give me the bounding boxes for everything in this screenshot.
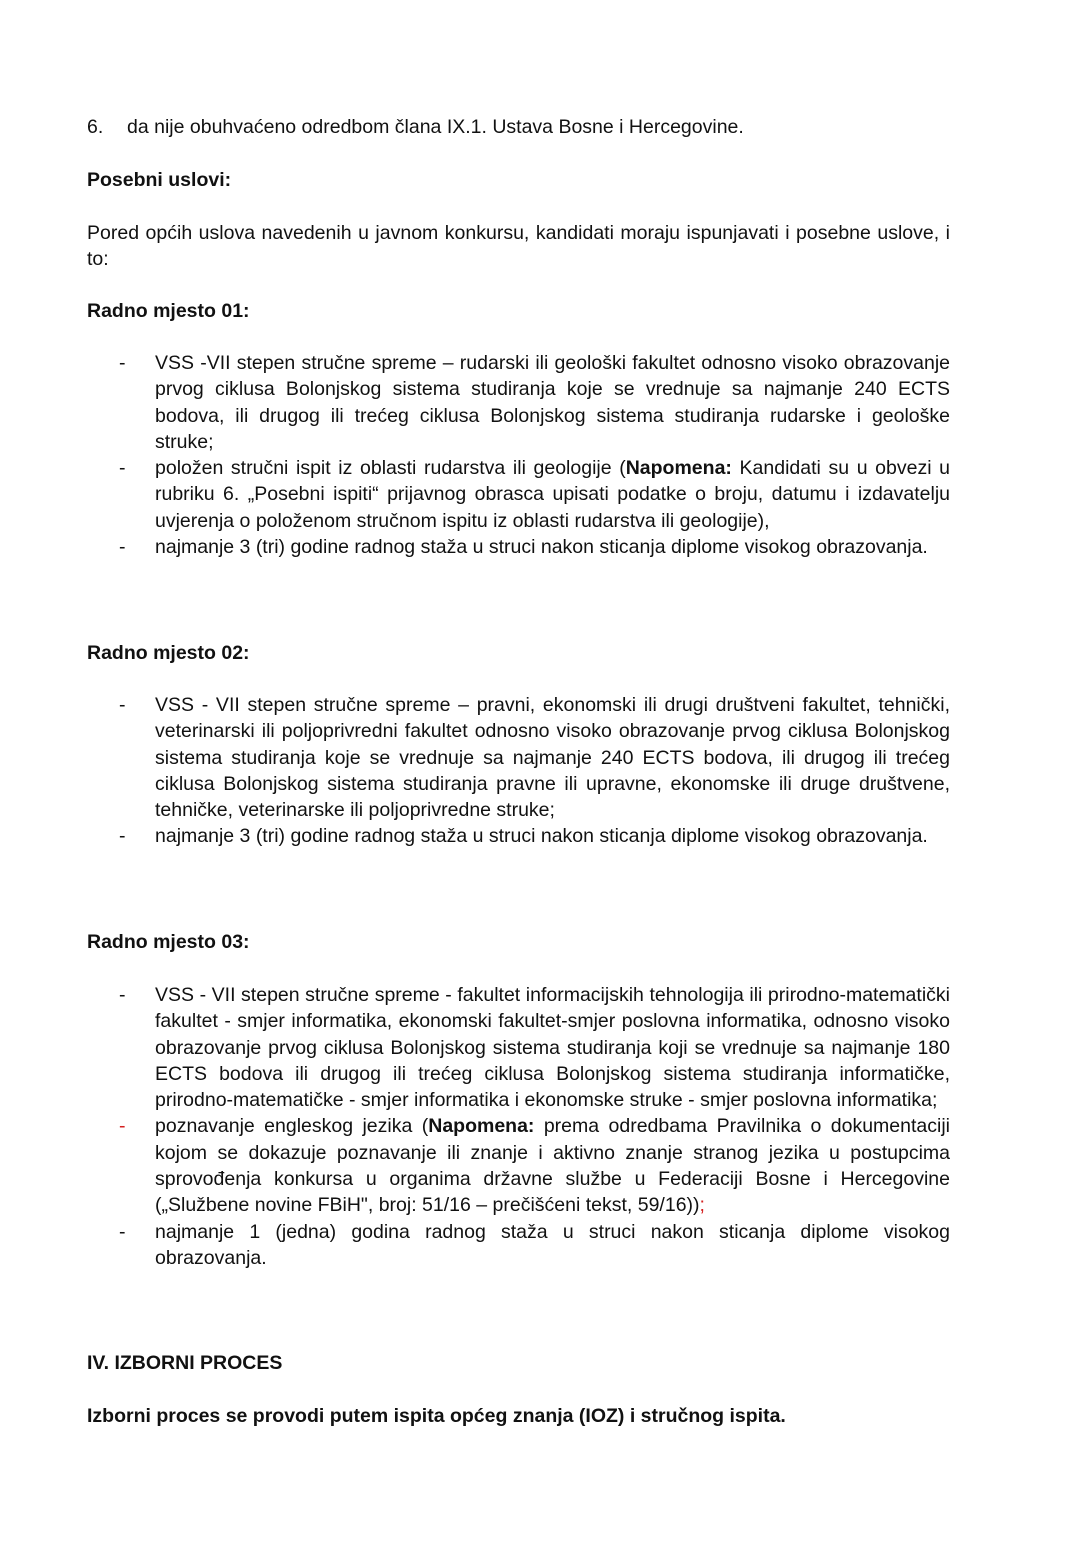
item-number: 6. — [87, 116, 104, 138]
requirement-text — [155, 455, 950, 534]
position-03-heading: Radno mjesto 03: — [87, 931, 250, 953]
text-segment: prema odredbama Pravilnika o dokumentaciji kojom se dokazuje poznavanje ili znanje i aktivno znanje stranog jezika u postupcima sprovođenja konkursa u organima državne službe u Federaciji Bosne i Hercegovine („Službene novine FBiH", broj: 51/16 – prečišćeni tekst, 59/16)) — [155, 1115, 950, 1217]
intro-paragraph: Pored općih uslova navedenih u javnom konkursu, kandidati moraju ispunjavati i posebne uslove, i to: — [87, 222, 950, 270]
bullet-dash: - — [119, 1115, 126, 1138]
section-statement: Izborni proces se provodi putem ispita općeg znanja (IOZ) i stručnog ispita. — [87, 1405, 786, 1427]
note-label: Napomena: — [428, 1115, 535, 1138]
requirement-text: VSS - VII stepen stručne spreme - fakultet informacijskih tehnologija ili prirodno-matematički fakultet - smjer informatika, ekonomski fakultet-smjer poslovna informatika, odnosno visoko obrazovanje prvog ciklusa Bolonjskog sistema studiranja koji se vrednuje sa najmanje 180 ECTS bodova ili drugog ili trećeg ciklusa Bolonjskog sistema studiranja informatičke, prirodno-matematičke - smjer informatika i ekonomske struke - smjer poslovna informatika; — [155, 984, 950, 1112]
requirement-text: najmanje 1 (jedna) godina radnog staža u struci nakon sticanja diplome visokog obrazovanja. — [155, 1220, 950, 1269]
list-item — [87, 350, 950, 455]
text-segment: Kandidati su u obvezi u rubriku 6. „Posebni ispiti“ prijavnog obrasca upisati podatke o broju, datumu i izdavatelju uvjerenja o položenom stručnom ispitu iz oblasti rudarstva ili geologije), — [155, 457, 950, 532]
position-02-requirements — [87, 692, 950, 850]
bullet-dash: - — [119, 984, 126, 1006]
requirement-text: najmanje 3 (tri) godine radnog staža u struci nakon sticanja diplome visokog obrazovanja. — [155, 536, 928, 559]
list-item — [87, 1113, 950, 1218]
item-text: da nije obuhvaćeno odredbom člana IX.1. Ustava Bosne i Hercegovine. — [127, 116, 744, 138]
list-item — [87, 982, 950, 1113]
requirement-text: najmanje 3 (tri) godine radnog staža u struci nakon sticanja diplome visokog obrazovanja. — [155, 825, 928, 848]
note-label: Napomena: — [625, 457, 732, 480]
position-02-heading: Radno mjesto 02: — [87, 642, 250, 664]
bullet-dash: - — [119, 536, 126, 559]
bullet-dash: - — [119, 1220, 126, 1243]
requirement-text — [155, 1113, 950, 1218]
bullet-dash: - — [119, 457, 126, 480]
list-item — [87, 455, 950, 534]
highlighted-semicolon: ; — [699, 1194, 705, 1217]
bullet-dash: - — [119, 352, 126, 374]
bullet-dash: - — [119, 825, 126, 848]
position-01-heading: Radno mjesto 01: — [87, 300, 250, 322]
position-03-requirements — [87, 982, 950, 1271]
bullet-dash: - — [119, 694, 126, 716]
list-item — [87, 692, 950, 823]
list-item — [87, 1219, 950, 1272]
requirement-text: VSS -VII stepen stručne spreme – rudarski ili geološki fakultet odnosno visoko obrazovanje prvog ciklusa Bolonjskog sistema studiranja koje se vrednuje sa najmanje 240 ECTS bodova, ili drugog ili trećeg ciklusa Bolonjskog sistema studiranja rudarske i geološke struke; — [155, 352, 950, 453]
section-heading: IV. IZBORNI PROCES — [87, 1352, 283, 1374]
text-segment: poznavanje engleskog jezika ( — [155, 1115, 429, 1138]
special-conditions-heading: Posebni uslovi: — [87, 169, 232, 191]
list-item — [87, 534, 950, 560]
requirement-text: VSS - VII stepen stručne spreme – pravni, ekonomski ili drugi društveni fakultet, tehnički, veterinarski ili poljoprivredni fakultet odnosno visoko obrazovanje prvog ciklusa Bolonjskog sistema studiranja koje se vrednuje sa najmanje 240 ECTS bodova, ili drugog ili trećeg ciklusa Bolonjskog sistema studiranja pravne ili upravne, ekonomske ili druge društvene, tehničke, veterinarske ili poljoprivredne struke; — [155, 694, 950, 822]
list-item — [87, 823, 950, 849]
position-01-requirements — [87, 350, 950, 560]
numbered-item-6 — [87, 114, 950, 140]
text-segment: položen stručni ispit iz oblasti rudarstva ili geologije ( — [155, 457, 626, 480]
